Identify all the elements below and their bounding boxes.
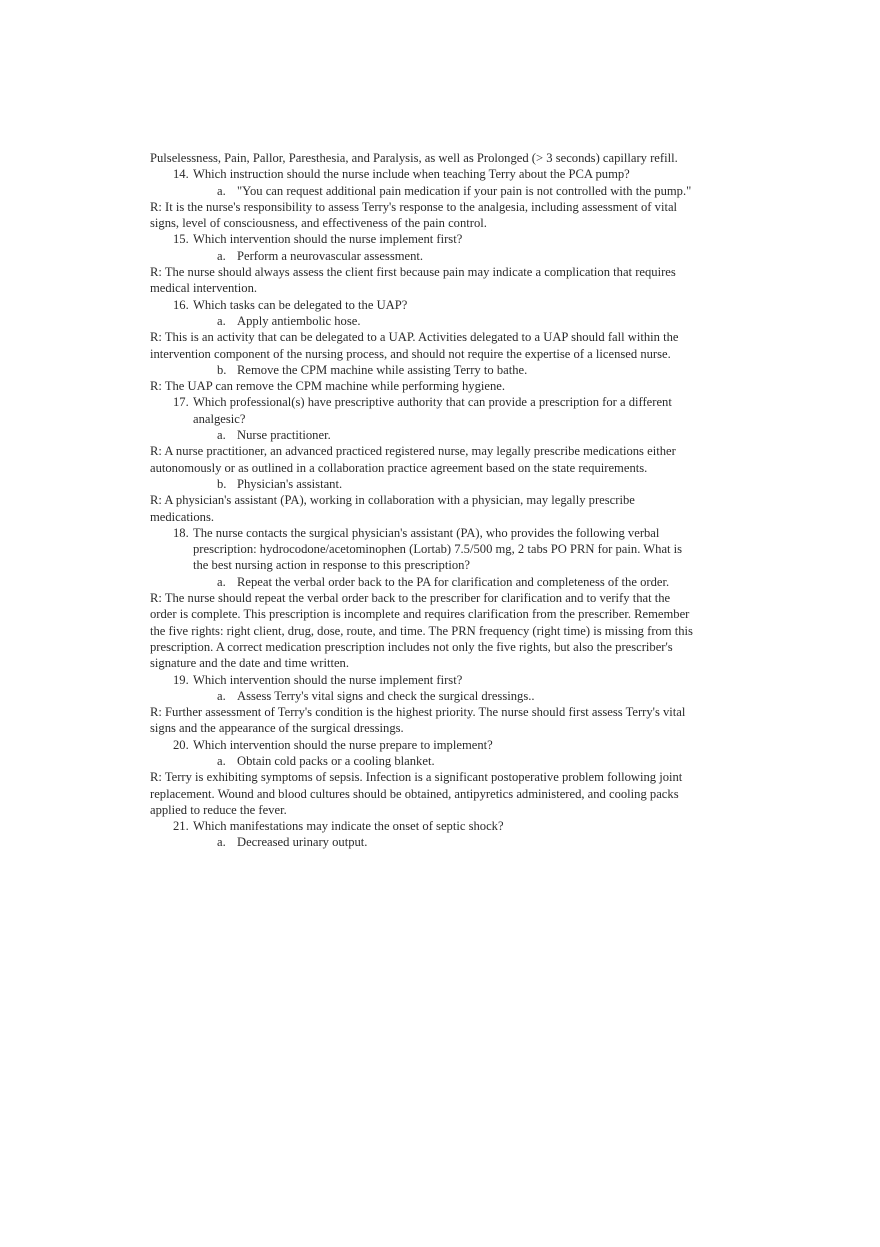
answer-letter: b. bbox=[217, 476, 227, 491]
answer-letter: a. bbox=[217, 183, 226, 198]
question-item bbox=[173, 231, 695, 247]
answer-text: Decreased urinary output. bbox=[237, 835, 368, 850]
answer-letter: a. bbox=[217, 428, 226, 443]
question-item bbox=[173, 672, 695, 688]
answer-letter: a. bbox=[217, 248, 226, 263]
question-text: Which manifestations may indicate the onset of septic shock? bbox=[193, 819, 504, 834]
question-text: Which intervention should the nurse implement first? bbox=[193, 232, 463, 247]
question-number: 21. bbox=[173, 819, 189, 834]
answer-text: "You can request additional pain medication if your pain is not controlled with the pump." bbox=[237, 183, 692, 198]
answer-item bbox=[217, 688, 695, 704]
rationale-paragraph: R: Further assessment of Terry's condition is the highest priority. The nurse should first assess Terry's vital signs and the appearance of the surgical dressings. bbox=[150, 705, 686, 736]
answer-letter: a. bbox=[217, 574, 226, 589]
question-text: Which tasks can be delegated to the UAP? bbox=[193, 297, 408, 312]
answer-item bbox=[217, 248, 695, 264]
answer-item bbox=[217, 476, 695, 492]
answer-text: Physician's assistant. bbox=[237, 476, 343, 491]
answer-text: Apply antiembolic hose. bbox=[237, 313, 361, 328]
answer-letter: a. bbox=[217, 753, 226, 768]
rationale-paragraph: R: Terry is exhibiting symptoms of sepsis. Infection is a significant postoperative problem following joint replacement. Wound and blood cultures should be obtained, antipyretics administered, and cooling packs applied to reduce the fever. bbox=[150, 770, 683, 817]
answer-letter: b. bbox=[217, 362, 227, 377]
question-number: 18. bbox=[173, 525, 189, 540]
rationale-paragraph: R: A nurse practitioner, an advanced practiced registered nurse, may legally prescribe medications either autonomously or as outlined in a collaboration practice agreement based on the state requirements. bbox=[150, 444, 676, 475]
answer-letter: a. bbox=[217, 688, 226, 703]
rationale-paragraph: R: This is an activity that can be delegated to a UAP. Activities delegated to a UAP should fall within the intervention component of the nursing process, and should not require the expertise of a licensed nurse. bbox=[150, 330, 679, 361]
question-item bbox=[173, 818, 695, 834]
rationale-paragraph: R: The nurse should repeat the verbal order back to the prescriber for clarification and to verify that the order is complete. This prescription is incomplete and requires clarification from the prescriber. Remember the five rights: right client, drug, dose, route, and time. The PRN frequency (right time) is missing from this prescription. A correct medication prescription includes not only the five rights, but also the prescriber's signature and the date and time written. bbox=[150, 591, 693, 671]
question-text: Which intervention should the nurse implement first? bbox=[193, 672, 463, 687]
rationale-paragraph: R: It is the nurse's responsibility to assess Terry's response to the analgesia, including assessment of vital signs, level of consciousness, and effectiveness of the pain control. bbox=[150, 199, 678, 231]
answer-letter: a. bbox=[217, 835, 226, 850]
answer-text: Remove the CPM machine while assisting Terry to bathe. bbox=[237, 362, 528, 377]
answer-letter: a. bbox=[217, 313, 226, 328]
question-item bbox=[173, 737, 695, 753]
rationale-paragraph: R: The UAP can remove the CPM machine while performing hygiene. bbox=[150, 379, 505, 394]
answer-item bbox=[217, 362, 695, 378]
answer-text: Repeat the verbal order back to the PA for clarification and completeness of the order. bbox=[237, 574, 670, 589]
rationale-paragraph: R: A physician's assistant (PA), working in collaboration with a physician, may legally prescribe medications. bbox=[150, 493, 635, 524]
answer-item bbox=[217, 753, 695, 769]
answer-text: Nurse practitioner. bbox=[237, 428, 331, 443]
answer-text: Assess Terry's vital signs and check the surgical dressings.. bbox=[237, 688, 535, 703]
answer-item bbox=[217, 427, 695, 443]
question-text: The nurse contacts the surgical physician's assistant (PA), who provides the following verbal prescription: hydrocodone/acetominophen (Lortab) 7.5/500 mg, 2 tabs PO PRN for pain. What is the best nursing action in response to this prescription? bbox=[193, 525, 683, 573]
question-item bbox=[173, 166, 695, 182]
question-number: 17. bbox=[173, 395, 189, 410]
question-text: Which instruction should the nurse include when teaching Terry about the PCA pump? bbox=[193, 167, 630, 182]
answer-item bbox=[217, 834, 695, 850]
question-item bbox=[173, 525, 695, 574]
answer-item bbox=[217, 574, 695, 590]
question-item bbox=[173, 297, 695, 313]
question-number: 15. bbox=[173, 232, 189, 247]
question-text: Which intervention should the nurse prepare to implement? bbox=[193, 737, 493, 752]
question-number: 19. bbox=[173, 672, 189, 687]
answer-text: Perform a neurovascular assessment. bbox=[237, 248, 424, 263]
question-number: 14. bbox=[173, 167, 189, 182]
rationale-paragraph: R: The nurse should always assess the client first because pain may indicate a complication that requires medical intervention. bbox=[150, 265, 676, 296]
answer-item bbox=[217, 183, 695, 199]
rationale-paragraph: Pulselessness, Pain, Pallor, Paresthesia, and Paralysis, as well as Prolonged (> 3 seconds) capillary refill. bbox=[150, 151, 678, 165]
question-text: Which professional(s) have prescriptive authority that can provide a prescription for a different analgesic? bbox=[193, 395, 672, 426]
question-item bbox=[173, 394, 695, 427]
answer-text: Obtain cold packs or a cooling blanket. bbox=[237, 753, 435, 768]
question-number: 16. bbox=[173, 297, 189, 312]
document-body bbox=[150, 150, 695, 851]
answer-item bbox=[217, 313, 695, 329]
question-number: 20. bbox=[173, 737, 189, 752]
